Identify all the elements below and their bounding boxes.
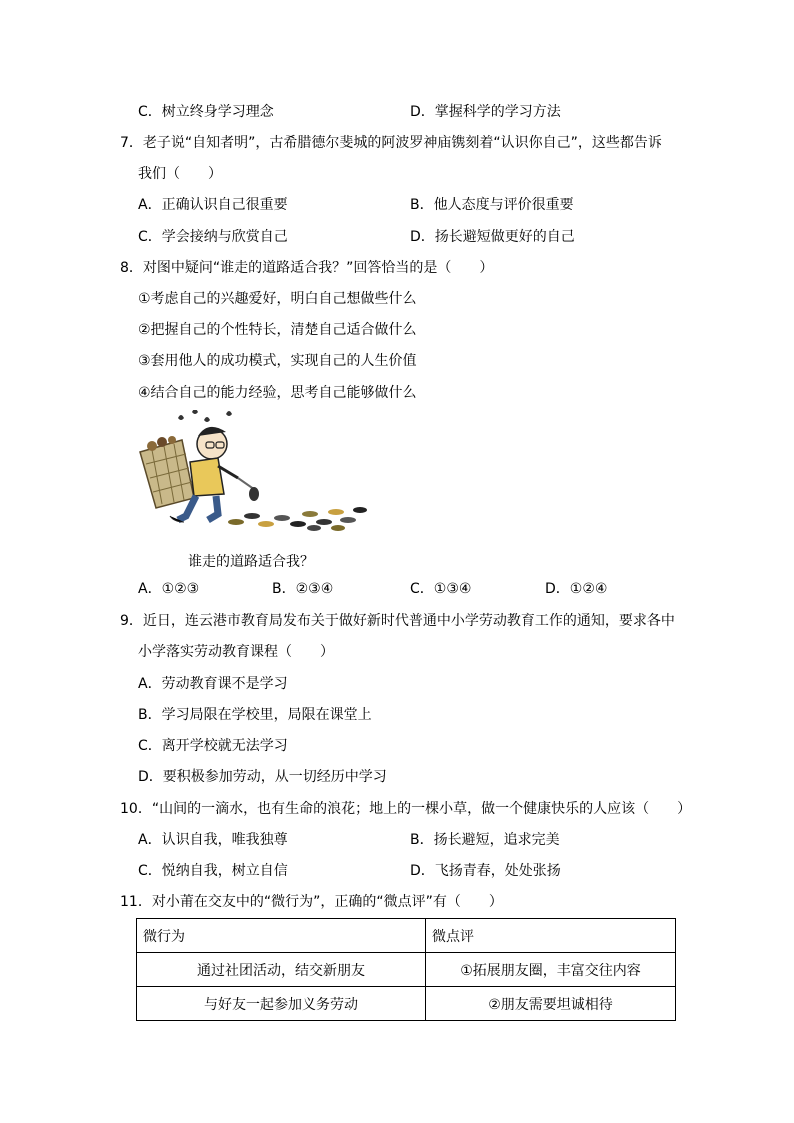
q7-option-b: B．他人态度与评价很重要 [410,197,574,213]
row-comment: ①拓展朋友圈，丰富交往内容 [426,953,676,987]
table-row [137,953,676,987]
q9-option-c: C．离开学校就无法学习 [138,738,288,754]
q8-item-1: ①考虑自己的兴趣爱好，明白自己想做些什么 [138,291,417,307]
boy-carrying-basket-illustration [138,410,370,532]
row-comment: ②朋友需要坦诚相待 [426,987,676,1021]
q7-option-d: D．扬长避短做更好的自己 [410,229,575,245]
table-header-row [137,919,676,953]
q8-option-c: C．①③④ [410,581,472,597]
q8-option-d: D．①②④ [545,581,608,597]
row-behavior: 与好友一起参加义务劳动 [137,987,426,1021]
q8-item-3: ③套用他人的成功模式，实现自己的人生价值 [138,353,417,369]
q9-option-a: A．劳动教育课不是学习 [138,676,288,692]
q11-review-table [136,918,676,1021]
q8-item-2: ②把握自己的个性特长，清楚自己适合做什么 [138,322,417,338]
q7-stem-line2: 我们（ ） [138,166,222,182]
q10-stem: 10．“山间的一滴水，也有生命的浪花；地上的一棵小草，做一个健康快乐的人应该（ ） [120,801,692,817]
row-behavior: 通过社团活动，结交新朋友 [137,953,426,987]
q7-option-c: C．学会接纳与欣赏自己 [138,229,288,245]
q8-option-b: B．②③④ [272,581,334,597]
q11-stem: 11．对小莆在交友中的“微行为”，正确的“微点评”有（ ） [120,894,503,910]
q8-stem: 8．对图中疑问“谁走的道路适合我？”回答恰当的是（ ） [120,260,494,276]
q9-option-b: B．学习局限在学校里，局限在课堂上 [138,707,372,723]
q7-option-a: A．正确认识自己很重要 [138,197,288,213]
q9-option-d: D．要积极参加劳动，从一切经历中学习 [138,769,387,785]
q9-stem-line1: 9．近日，连云港市教育局发布关于做好新时代普通中小学劳动教育工作的通知，要求各中 [120,613,675,629]
q6-option-c: C．树立终身学习理念 [138,104,274,120]
q10-option-d: D．飞扬青春，处处张扬 [410,863,561,879]
q9-stem-line2: 小学落实劳动教育课程（ ） [138,644,334,660]
header-behavior: 微行为 [137,919,426,953]
q8-item-4: ④结合自己的能力经验，思考自己能够做什么 [138,385,417,401]
q8-option-a: A．①②③ [138,581,200,597]
q10-option-a: A．认识自我，唯我独尊 [138,832,288,848]
q10-option-c: C．悦纳自我，树立自信 [138,863,288,879]
q7-stem-line1: 7．老子说“自知者明”，古希腊德尔斐城的阿波罗神庙镌刻着“认识你自己”，这些都告诉 [120,135,662,151]
q10-option-b: B．扬长避短，追求完美 [410,832,560,848]
q6-option-d: D．掌握科学的学习方法 [410,104,561,120]
q8-figure-caption: 谁走的道路适合我？ [188,554,314,570]
table-row [137,987,676,1021]
header-comment: 微点评 [426,919,676,953]
